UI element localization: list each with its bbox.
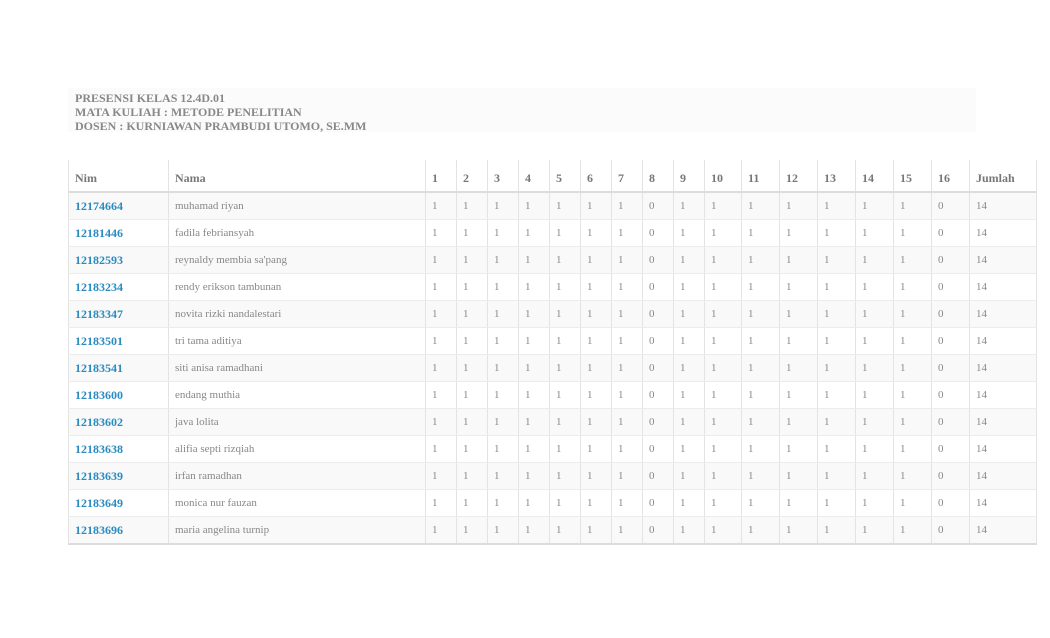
attendance-mark: 0 [932, 409, 970, 436]
lecturer-name: DOSEN : KURNIAWAN PRAMBUDI UTOMO, SE.MM [75, 119, 367, 133]
attendance-mark: 1 [742, 220, 780, 247]
attendance-mark: 1 [581, 490, 612, 517]
attendance-mark: 1 [856, 490, 894, 517]
nim-link[interactable]: 12183639 [69, 463, 169, 490]
attendance-total: 14 [970, 382, 1037, 409]
attendance-total: 14 [970, 247, 1037, 274]
attendance-mark: 1 [550, 220, 581, 247]
attendance-mark: 1 [581, 355, 612, 382]
attendance-mark: 1 [780, 220, 818, 247]
attendance-mark: 1 [742, 301, 780, 328]
attendance-mark: 1 [426, 409, 457, 436]
attendance-mark: 1 [550, 517, 581, 545]
attendance-mark: 1 [742, 192, 780, 220]
attendance-mark: 1 [612, 382, 643, 409]
attendance-mark: 1 [519, 517, 550, 545]
attendance-mark: 1 [519, 220, 550, 247]
attendance-mark: 1 [894, 355, 932, 382]
attendance-mark: 1 [856, 382, 894, 409]
attendance-mark: 1 [742, 247, 780, 274]
attendance-mark: 1 [894, 274, 932, 301]
attendance-mark: 1 [550, 409, 581, 436]
attendance-mark: 1 [488, 328, 519, 355]
student-name: irfan ramadhan [169, 463, 426, 490]
attendance-mark: 1 [581, 220, 612, 247]
attendance-mark: 1 [705, 220, 742, 247]
nim-link[interactable]: 12183602 [69, 409, 169, 436]
attendance-mark: 1 [705, 490, 742, 517]
attendance-mark: 1 [674, 517, 705, 545]
attendance-mark: 0 [643, 409, 674, 436]
attendance-mark: 1 [894, 192, 932, 220]
class-title: PRESENSI KELAS 12.4D.01 [75, 91, 226, 105]
attendance-mark: 1 [457, 490, 488, 517]
attendance-mark: 1 [856, 301, 894, 328]
attendance-mark: 1 [519, 328, 550, 355]
attendance-mark: 1 [894, 517, 932, 545]
attendance-mark: 1 [705, 301, 742, 328]
table-row [69, 490, 1037, 517]
table-row [69, 192, 1037, 220]
attendance-mark: 1 [488, 247, 519, 274]
attendance-mark: 1 [818, 301, 856, 328]
attendance-mark: 1 [705, 517, 742, 545]
student-name: maria angelina turnip [169, 517, 426, 545]
attendance-mark: 1 [742, 490, 780, 517]
table-row [69, 328, 1037, 355]
attendance-mark: 0 [932, 463, 970, 490]
attendance-mark: 1 [742, 274, 780, 301]
attendance-mark: 0 [932, 490, 970, 517]
student-name: alifia septi rizqiah [169, 436, 426, 463]
attendance-mark: 1 [780, 436, 818, 463]
attendance-mark: 1 [550, 436, 581, 463]
attendance-mark: 0 [643, 274, 674, 301]
attendance-mark: 1 [457, 382, 488, 409]
attendance-mark: 1 [426, 517, 457, 545]
attendance-mark: 1 [488, 355, 519, 382]
attendance-mark: 1 [780, 382, 818, 409]
attendance-mark: 1 [550, 328, 581, 355]
attendance-mark: 0 [643, 301, 674, 328]
student-name: endang muthia [169, 382, 426, 409]
attendance-mark: 1 [818, 328, 856, 355]
attendance-mark: 0 [932, 220, 970, 247]
column-header: 7 [612, 160, 643, 192]
attendance-mark: 1 [674, 192, 705, 220]
attendance-mark: 1 [457, 247, 488, 274]
attendance-mark: 1 [894, 301, 932, 328]
attendance-mark: 1 [426, 301, 457, 328]
attendance-mark: 1 [581, 301, 612, 328]
attendance-mark: 1 [488, 192, 519, 220]
attendance-mark: 1 [705, 463, 742, 490]
attendance-mark: 1 [742, 463, 780, 490]
attendance-mark: 1 [519, 274, 550, 301]
column-header: 13 [818, 160, 856, 192]
attendance-mark: 1 [674, 328, 705, 355]
attendance-mark: 0 [643, 463, 674, 490]
attendance-total: 14 [970, 490, 1037, 517]
attendance-total: 14 [970, 301, 1037, 328]
attendance-total: 14 [970, 355, 1037, 382]
attendance-total: 14 [970, 436, 1037, 463]
attendance-mark: 1 [612, 274, 643, 301]
attendance-mark: 1 [581, 463, 612, 490]
attendance-mark: 1 [742, 409, 780, 436]
attendance-mark: 1 [519, 463, 550, 490]
attendance-mark: 1 [780, 192, 818, 220]
attendance-mark: 1 [488, 220, 519, 247]
attendance-mark: 1 [581, 382, 612, 409]
table-row [69, 436, 1037, 463]
attendance-mark: 1 [426, 355, 457, 382]
attendance-mark: 0 [643, 355, 674, 382]
report-header [68, 88, 976, 132]
attendance-mark: 1 [780, 274, 818, 301]
attendance-mark: 0 [932, 517, 970, 545]
attendance-mark: 1 [550, 490, 581, 517]
attendance-mark: 1 [856, 355, 894, 382]
attendance-mark: 1 [612, 490, 643, 517]
student-name: tri tama aditiya [169, 328, 426, 355]
student-name: fadila febriansyah [169, 220, 426, 247]
nim-link[interactable]: 12181446 [69, 220, 169, 247]
table-row [69, 247, 1037, 274]
attendance-mark: 1 [742, 382, 780, 409]
nim-link[interactable]: 12183649 [69, 490, 169, 517]
attendance-mark: 1 [488, 382, 519, 409]
attendance-mark: 0 [643, 328, 674, 355]
attendance-mark: 1 [818, 247, 856, 274]
attendance-mark: 0 [932, 382, 970, 409]
attendance-mark: 1 [818, 490, 856, 517]
attendance-mark: 1 [894, 247, 932, 274]
attendance-mark: 1 [780, 247, 818, 274]
attendance-mark: 1 [426, 382, 457, 409]
column-header: 9 [674, 160, 705, 192]
table-row [69, 274, 1037, 301]
attendance-mark: 0 [932, 436, 970, 463]
attendance-mark: 1 [488, 517, 519, 545]
attendance-mark: 1 [457, 409, 488, 436]
attendance-mark: 1 [488, 409, 519, 436]
table-header-row [69, 160, 1037, 192]
attendance-mark: 0 [643, 220, 674, 247]
attendance-total: 14 [970, 192, 1037, 220]
attendance-mark: 1 [488, 436, 519, 463]
nim-link[interactable]: 12182593 [69, 247, 169, 274]
attendance-mark: 1 [612, 192, 643, 220]
attendance-mark: 1 [457, 274, 488, 301]
attendance-mark: 1 [742, 355, 780, 382]
attendance-total: 14 [970, 409, 1037, 436]
attendance-mark: 0 [643, 490, 674, 517]
attendance-mark: 0 [643, 192, 674, 220]
column-header: 1 [426, 160, 457, 192]
attendance-mark: 1 [519, 355, 550, 382]
attendance-mark: 1 [426, 247, 457, 274]
attendance-mark: 1 [856, 517, 894, 545]
attendance-mark: 0 [643, 517, 674, 545]
column-header: 12 [780, 160, 818, 192]
attendance-mark: 1 [550, 274, 581, 301]
nim-link[interactable]: 12183541 [69, 355, 169, 382]
attendance-mark: 1 [612, 328, 643, 355]
attendance-mark: 1 [705, 192, 742, 220]
attendance-mark: 1 [581, 328, 612, 355]
attendance-mark: 1 [488, 301, 519, 328]
column-header: 8 [643, 160, 674, 192]
column-header: 15 [894, 160, 932, 192]
attendance-mark: 1 [426, 192, 457, 220]
attendance-total: 14 [970, 274, 1037, 301]
nim-link[interactable]: 12183234 [69, 274, 169, 301]
attendance-mark: 1 [674, 355, 705, 382]
attendance-mark: 0 [643, 436, 674, 463]
column-header: 4 [519, 160, 550, 192]
attendance-mark: 1 [894, 409, 932, 436]
attendance-mark: 1 [780, 463, 818, 490]
attendance-mark: 1 [612, 301, 643, 328]
attendance-mark: 1 [612, 409, 643, 436]
attendance-mark: 1 [780, 301, 818, 328]
attendance-mark: 1 [818, 220, 856, 247]
attendance-mark: 1 [519, 436, 550, 463]
column-header: 2 [457, 160, 488, 192]
attendance-table [68, 160, 1037, 545]
attendance-mark: 1 [894, 490, 932, 517]
attendance-mark: 1 [780, 517, 818, 545]
column-header: 3 [488, 160, 519, 192]
nim-link[interactable]: 12183696 [69, 517, 169, 545]
attendance-mark: 1 [426, 328, 457, 355]
attendance-mark: 1 [894, 220, 932, 247]
attendance-mark: 1 [612, 220, 643, 247]
attendance-mark: 1 [488, 490, 519, 517]
attendance-mark: 1 [457, 328, 488, 355]
nim-link[interactable]: 12183501 [69, 328, 169, 355]
column-header: 10 [705, 160, 742, 192]
attendance-mark: 1 [581, 436, 612, 463]
table-row [69, 220, 1037, 247]
nim-link[interactable]: 12183347 [69, 301, 169, 328]
attendance-mark: 1 [742, 328, 780, 355]
attendance-mark: 1 [818, 409, 856, 436]
column-header: 6 [581, 160, 612, 192]
attendance-mark: 1 [581, 517, 612, 545]
attendance-mark: 0 [932, 247, 970, 274]
attendance-mark: 1 [519, 490, 550, 517]
attendance-mark: 1 [705, 355, 742, 382]
table-row [69, 355, 1037, 382]
attendance-total: 14 [970, 328, 1037, 355]
attendance-mark: 1 [457, 436, 488, 463]
attendance-mark: 1 [612, 355, 643, 382]
attendance-mark: 1 [457, 517, 488, 545]
attendance-mark: 1 [674, 301, 705, 328]
attendance-mark: 1 [705, 382, 742, 409]
attendance-mark: 1 [856, 409, 894, 436]
attendance-mark: 0 [932, 274, 970, 301]
attendance-mark: 1 [612, 463, 643, 490]
attendance-mark: 1 [856, 328, 894, 355]
attendance-mark: 1 [894, 328, 932, 355]
attendance-mark: 1 [488, 463, 519, 490]
student-name: java lolita [169, 409, 426, 436]
course-title: MATA KULIAH : METODE PENELITIAN [75, 105, 302, 119]
attendance-mark: 1 [581, 247, 612, 274]
table-row [69, 301, 1037, 328]
attendance-mark: 1 [581, 274, 612, 301]
attendance-mark: 1 [550, 355, 581, 382]
attendance-mark: 1 [780, 409, 818, 436]
attendance-mark: 1 [856, 247, 894, 274]
attendance-mark: 1 [519, 247, 550, 274]
attendance-mark: 1 [457, 463, 488, 490]
column-header: 16 [932, 160, 970, 192]
attendance-mark: 1 [550, 382, 581, 409]
table-row [69, 382, 1037, 409]
attendance-mark: 1 [705, 328, 742, 355]
attendance-mark: 1 [426, 436, 457, 463]
attendance-mark: 1 [818, 192, 856, 220]
student-name: siti anisa ramadhani [169, 355, 426, 382]
attendance-mark: 1 [780, 355, 818, 382]
attendance-mark: 1 [674, 220, 705, 247]
attendance-mark: 1 [818, 355, 856, 382]
column-header: Nim [69, 160, 169, 192]
attendance-mark: 1 [426, 220, 457, 247]
attendance-mark: 1 [457, 355, 488, 382]
attendance-mark: 1 [550, 301, 581, 328]
student-name: muhamad riyan [169, 192, 426, 220]
attendance-mark: 1 [674, 436, 705, 463]
table-body [69, 192, 1037, 544]
column-header: 11 [742, 160, 780, 192]
attendance-total: 14 [970, 517, 1037, 545]
attendance-mark: 1 [612, 436, 643, 463]
column-header: Nama [169, 160, 426, 192]
attendance-mark: 1 [818, 436, 856, 463]
column-header: Jumlah [970, 160, 1037, 192]
attendance-mark: 1 [818, 517, 856, 545]
student-name: monica nur fauzan [169, 490, 426, 517]
attendance-mark: 1 [674, 382, 705, 409]
attendance-mark: 1 [894, 436, 932, 463]
attendance-mark: 1 [550, 192, 581, 220]
column-header: 14 [856, 160, 894, 192]
attendance-mark: 1 [818, 382, 856, 409]
attendance-mark: 1 [705, 436, 742, 463]
attendance-mark: 0 [932, 355, 970, 382]
attendance-mark: 1 [581, 192, 612, 220]
attendance-mark: 1 [519, 192, 550, 220]
attendance-mark: 1 [426, 490, 457, 517]
attendance-mark: 0 [643, 247, 674, 274]
attendance-mark: 1 [457, 220, 488, 247]
attendance-mark: 1 [856, 436, 894, 463]
attendance-mark: 1 [818, 463, 856, 490]
attendance-mark: 1 [519, 409, 550, 436]
table-row [69, 517, 1037, 545]
attendance-mark: 1 [674, 490, 705, 517]
attendance-mark: 1 [581, 409, 612, 436]
column-header: 5 [550, 160, 581, 192]
attendance-mark: 1 [426, 463, 457, 490]
attendance-mark: 1 [612, 247, 643, 274]
attendance-mark: 1 [488, 274, 519, 301]
nim-link[interactable]: 12183638 [69, 436, 169, 463]
attendance-mark: 1 [519, 301, 550, 328]
attendance-mark: 1 [856, 463, 894, 490]
attendance-mark: 1 [856, 192, 894, 220]
attendance-mark: 1 [550, 463, 581, 490]
student-name: reynaldy membia sa'pang [169, 247, 426, 274]
table-row [69, 463, 1037, 490]
attendance-mark: 1 [818, 274, 856, 301]
attendance-mark: 1 [856, 220, 894, 247]
attendance-mark: 1 [550, 247, 581, 274]
attendance-mark: 1 [894, 382, 932, 409]
attendance-mark: 1 [705, 247, 742, 274]
student-name: novita rizki nandalestari [169, 301, 426, 328]
attendance-mark: 1 [674, 463, 705, 490]
attendance-mark: 1 [426, 274, 457, 301]
attendance-mark: 1 [705, 274, 742, 301]
student-name: rendy erikson tambunan [169, 274, 426, 301]
nim-link[interactable]: 12183600 [69, 382, 169, 409]
attendance-mark: 1 [674, 247, 705, 274]
attendance-total: 14 [970, 220, 1037, 247]
attendance-mark: 1 [519, 382, 550, 409]
attendance-mark: 1 [674, 409, 705, 436]
attendance-mark: 1 [856, 274, 894, 301]
attendance-mark: 1 [457, 192, 488, 220]
attendance-mark: 1 [705, 409, 742, 436]
attendance-mark: 1 [742, 517, 780, 545]
attendance-mark: 0 [643, 382, 674, 409]
attendance-mark: 0 [932, 301, 970, 328]
attendance-mark: 1 [612, 517, 643, 545]
attendance-mark: 1 [674, 274, 705, 301]
attendance-mark: 1 [742, 436, 780, 463]
attendance-mark: 1 [780, 490, 818, 517]
attendance-total: 14 [970, 463, 1037, 490]
nim-link[interactable]: 12174664 [69, 192, 169, 220]
attendance-mark: 1 [457, 301, 488, 328]
table-row [69, 409, 1037, 436]
attendance-mark: 0 [932, 192, 970, 220]
attendance-mark: 0 [932, 328, 970, 355]
attendance-mark: 1 [894, 463, 932, 490]
attendance-mark: 1 [780, 328, 818, 355]
